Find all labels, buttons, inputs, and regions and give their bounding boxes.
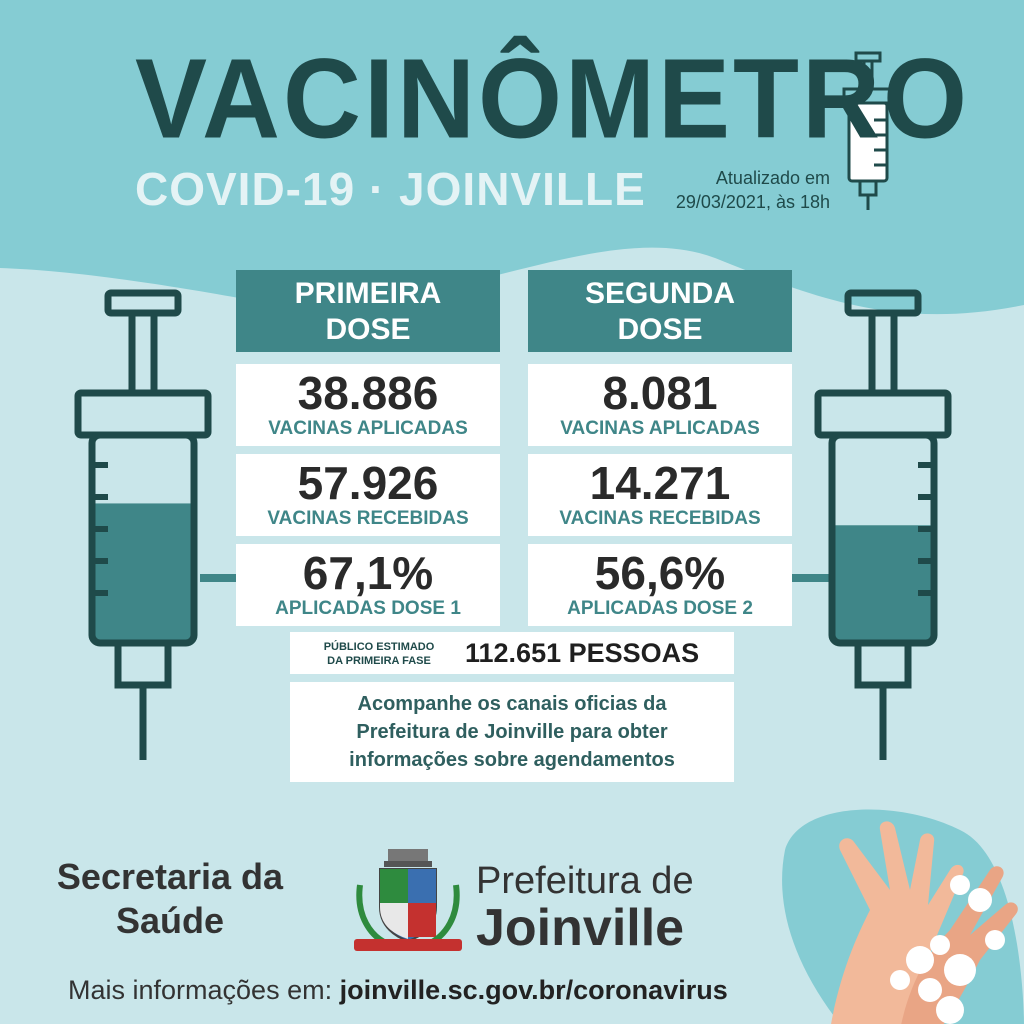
first-dose-applied-label: VACINAS APLICADAS <box>268 418 468 439</box>
first-dose-received-value: 57.926 <box>297 457 439 509</box>
info-line3: informações sobre agendamentos <box>349 749 675 771</box>
second-dose-header <box>528 270 792 352</box>
first-dose-received-label: VACINAS RECEBIDAS <box>267 508 469 529</box>
info-line1: Acompanhe os canais oficias da <box>357 693 667 715</box>
update-timestamp <box>640 166 830 214</box>
second-dose-received-value: 14.271 <box>589 457 731 509</box>
second-dose-title-line2: DOSE <box>617 313 703 346</box>
more-info-line <box>68 975 728 1006</box>
more-info-label: Mais informações em: <box>68 975 333 1005</box>
second-dose-received-card <box>528 454 792 536</box>
estimated-public-label-line2: DA PRIMEIRA FASE <box>327 655 431 667</box>
first-dose-title-line2: DOSE <box>325 313 411 346</box>
hand-washing-icon <box>800 810 1024 1024</box>
first-dose-percent-card <box>236 544 500 626</box>
secretaria-logo-text <box>55 855 285 943</box>
first-dose-received-card <box>236 454 500 536</box>
second-dose-percent-value: 56,6% <box>594 547 726 599</box>
syringe-icon <box>810 285 960 765</box>
first-dose-header <box>236 270 500 352</box>
secretaria-line1: Secretaria da <box>56 856 284 897</box>
estimated-public-box <box>290 632 734 674</box>
page-title: VACINÔMETRO <box>135 34 970 162</box>
first-dose-percent-label: APLICADAS DOSE 1 <box>275 598 461 619</box>
secretaria-line2: Saúde <box>115 900 225 941</box>
update-date: 29/03/2021, às 18h <box>675 192 830 212</box>
estimated-public-label <box>304 640 454 668</box>
second-dose-applied-label: VACINAS APLICADAS <box>560 418 760 439</box>
more-info-link[interactable]: joinville.sc.gov.br/coronavirus <box>339 975 728 1005</box>
syringe-icon <box>70 285 220 765</box>
second-dose-applied-card <box>528 364 792 446</box>
first-dose-percent-value: 67,1% <box>302 547 434 599</box>
prefeitura-line1: Prefeitura de <box>476 860 694 902</box>
prefeitura-line2: Joinville <box>476 899 685 957</box>
info-line2: Prefeitura de Joinville para obter <box>356 721 668 743</box>
second-dose-applied-value: 8.081 <box>602 367 718 419</box>
coat-of-arms-icon <box>350 845 465 955</box>
second-dose-percent-label: APLICADAS DOSE 2 <box>567 598 753 619</box>
page-subtitle: COVID-19 · JOINVILLE <box>135 163 646 215</box>
first-dose-title-line1: PRIMEIRA <box>294 277 442 310</box>
update-label: Atualizado em <box>715 168 830 188</box>
estimated-public-value: 112.651 PESSOAS <box>465 638 700 668</box>
first-dose-applied-value: 38.886 <box>297 367 439 419</box>
info-box <box>290 682 734 782</box>
second-dose-title-line1: SEGUNDA <box>584 277 735 310</box>
estimated-public-label-line1: PÚBLICO ESTIMADO <box>323 641 435 653</box>
second-dose-percent-card <box>528 544 792 626</box>
second-dose-received-label: VACINAS RECEBIDAS <box>559 508 761 529</box>
first-dose-applied-card <box>236 364 500 446</box>
